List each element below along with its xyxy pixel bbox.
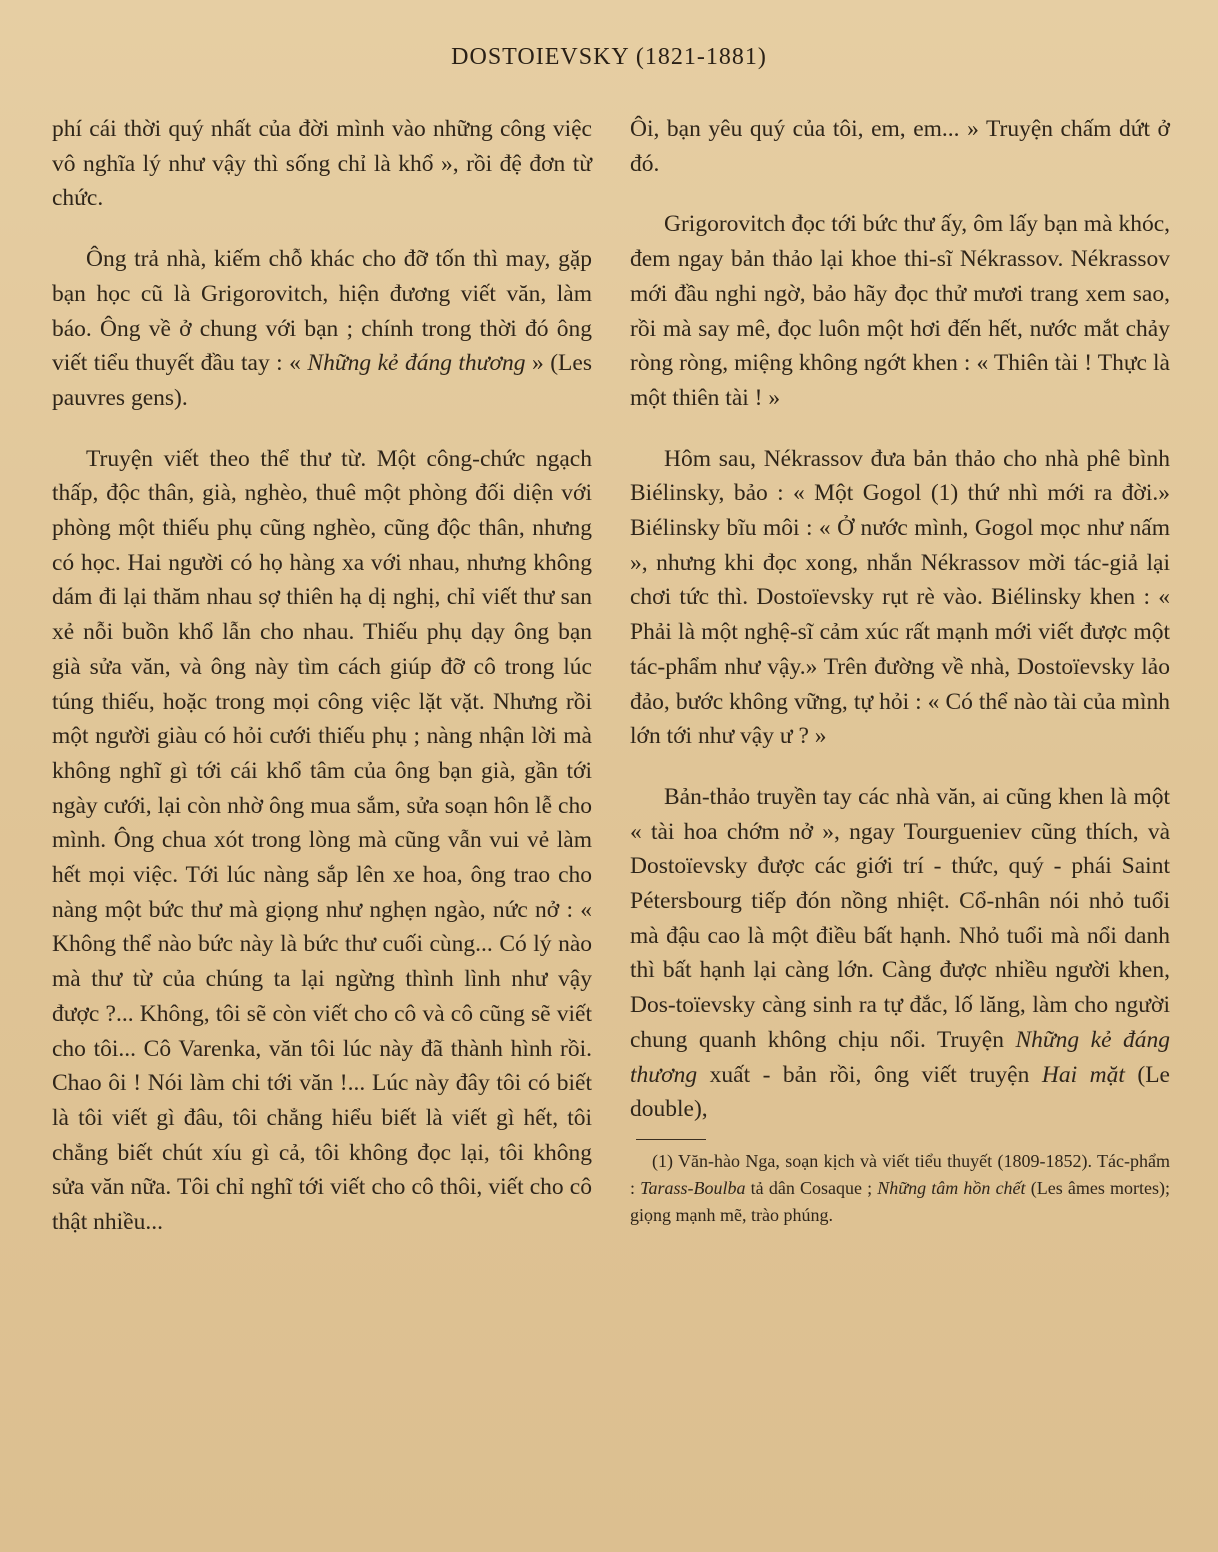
book-title-italic: Những kẻ đáng thương [630, 1026, 1170, 1088]
paragraph [630, 780, 1170, 1127]
footnote-divider [636, 1139, 706, 1140]
text-run: Bản-thảo truyền tay các nhà văn, ai cũng khen là một « tài hoa chớm nở », ngay Tourgueniev cũng thích, và Dostoïevsky được các giới trí - thức, quý - phái Saint Pétersbourg tiếp đón nồng nhiệt. Cổ-nhân nói nhỏ tuổi mà đậu cao là một điều bất hạnh. Nhỏ tuổi mà nổi danh thì bất hạnh lại càng lớn. Càng được nhiều người khen, Dos-toïevsky càng sinh ra tự đắc, lố lăng, làm cho người chung quanh không chịu nổi. Truyện [630, 783, 1170, 1053]
book-title-italic: Tarass-Boulba [640, 1177, 746, 1198]
running-header: DOSTOIEVSKY (1821-1881) [451, 44, 767, 70]
paragraph: phí cái thời quý nhất của đời mình vào những công việc vô nghĩa lý như vậy thì sống chỉ là khổ », rồi đệ đơn từ chức. [52, 116, 592, 212]
text-run: tả dân Cosaque ; [745, 1177, 878, 1198]
book-title-italic: Những tâm hồn chết [877, 1177, 1026, 1198]
text-run: xuất - bản rồi, ông viết truyện [697, 1061, 1042, 1088]
right-column [630, 112, 1170, 1229]
paragraph: Truyện viết theo thể thư từ. Một công-chức ngạch thấp, độc thân, già, nghèo, thuê một phòng đối diện với phòng một thiếu phụ cũng nghèo, cũng độc thân, nhưng có học. Hai người có họ hàng xa với nhau, nhưng không dám đi lại thăm nhau sợ thiên hạ dị nghị, chỉ viết thư san xẻ nỗi buồn khổ lẫn cho nhau. Thiếu phụ dạy ông bạn già sửa văn, và ông này tìm cách giúp đỡ cô trong lúc túng thiếu, hoặc trong mọi công việc lặt vặt. Nhưng rồi một người giàu có hỏi cưới thiếu phụ ; nàng nhận lời mà không nghĩ gì tới cái khổ tâm của ông bạn già, gần tới ngày cưới, lại còn nhờ ông mua sắm, sửa soạn hôn lễ cho mình. Ông chua xót trong lòng mà cũng vẫn vui vẻ làm hết mọi việc. Tới lúc nàng sắp lên xe hoa, ông trao cho nàng một bức thư mà giọng như nghẹn ngào, nức nở : « Không thể nào bức này là bức thư cuối cùng... Có lý nào mà thư từ của chúng ta lại ngừng thình lình như vậy được ?... Không, tôi sẽ còn viết cho cô và cô cũng sẽ viết cho tôi... Cô Varenka, văn tôi lúc này đã thành hình rồi. Chao ôi ! Nói làm chi tới văn !... Lúc này đây tôi có biết là tôi viết gì đâu, tôi chẳng hiểu biết là viết gì hết, tôi chẳng biết chút xíu gì cả, tôi không đọc lại, tôi không sửa văn nữa. Tôi chỉ nghĩ tới viết cho cô thôi, viết cho cô thật nhiều... [52, 445, 592, 1236]
book-title-italic: Hai mặt [1041, 1061, 1125, 1088]
paragraph: Hôm sau, Nékrassov đưa bản thảo cho nhà phê bình Biélinsky, bảo : « Một Gogol (1) thứ nhì mới ra đời.» Biélinsky bĩu môi : « Ở nước mình, Gogol mọc như nấm », nhưng khi đọc xong, nhắn Nékrassov mời tác-giả lại chơi tức thì. Dostoïevsky rụt rè vào. Biélinsky khen : « Phải là một nghệ-sĩ cảm xúc rất mạnh mới viết được một tác-phẩm như vậy.» Trên đường về nhà, Dostoïevsky lảo đảo, bước không vững, tự hỏi : « Có thể nào tài của mình lớn tới như vậy ư ? » [630, 445, 1170, 750]
footnote [630, 1148, 1170, 1229]
left-column [52, 112, 592, 1240]
paragraph: Grigorovitch đọc tới bức thư ấy, ôm lấy bạn mà khóc, đem ngay bản thảo lại khoe thi-sĩ Nékrassov. Nékrassov mới đầu nghi ngờ, bảo hãy đọc thử mươi trang xem sao, rồi mà say mê, đọc luôn một hơi đến hết, nước mắt chảy ròng ròng, miệng không ngớt khen : « Thiên tài ! Thực là một thiên tài ! » [630, 211, 1170, 411]
text-run: » (Les pauvres gens). [52, 350, 592, 411]
text-run: (Le double), [630, 1061, 1170, 1123]
book-title-italic: Những kẻ đáng thương [307, 350, 526, 377]
text-run: (1) Văn-hào Nga, soạn kịch và viết tiểu thuyết (1809-1852). Tác-phẩm : [630, 1150, 1170, 1198]
text-run: Ông trả nhà, kiếm chỗ khác cho đỡ tốn thì may, gặp bạn học cũ là Grigorovitch, hiện đương viết văn, làm báo. Ông về ở chung với bạn ; chính trong thời đó ông viết tiểu thuyết đầu tay : « [52, 246, 592, 377]
text-run: (Les âmes mortes); giọng mạnh mẽ, trào phúng. [630, 1177, 1170, 1225]
footnote-text [630, 1148, 1170, 1229]
paragraph: Ôi, bạn yêu quý của tôi, em, em... » Truyện chấm dứt ở đó. [630, 116, 1170, 177]
paragraph [52, 242, 592, 416]
